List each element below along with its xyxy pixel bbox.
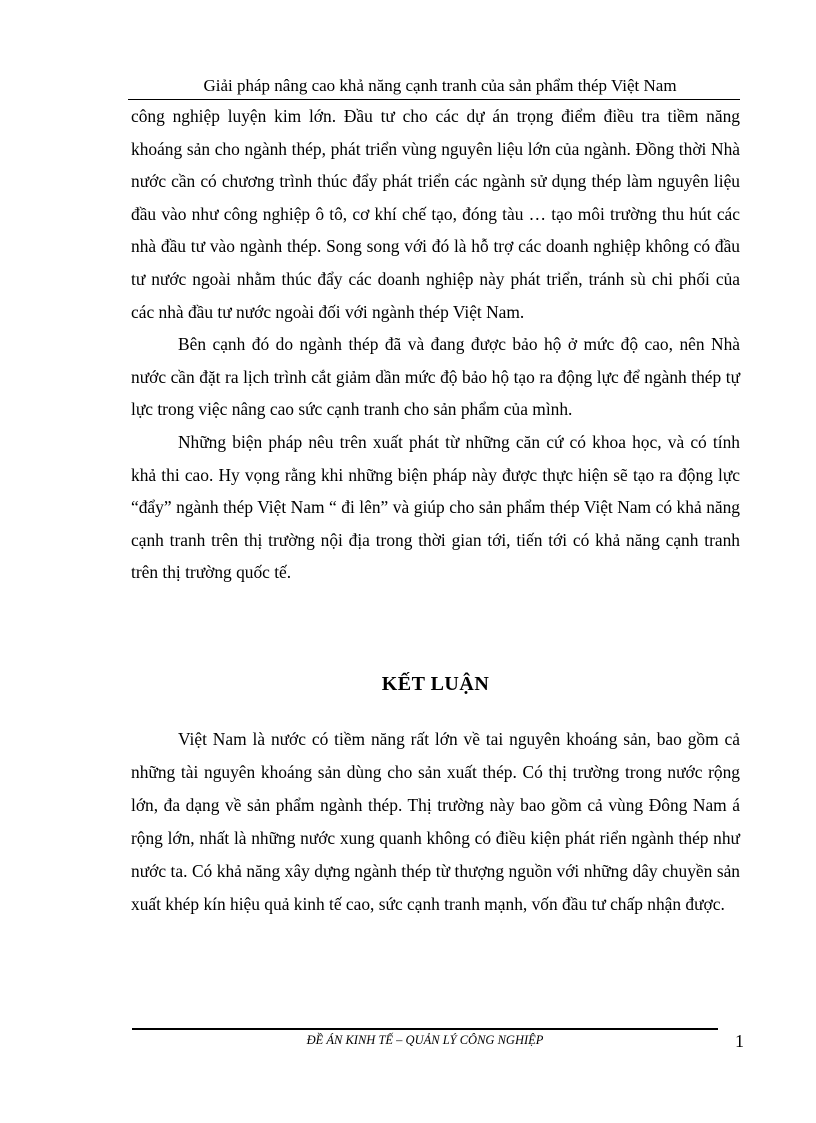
conclusion-body: [131, 723, 740, 921]
footer-rule: [132, 1028, 718, 1030]
page-number: 1: [735, 1031, 744, 1051]
paragraph-measures: Những biện pháp nêu trên xuất phát từ những căn cứ có khoa học, và có tính khả thi cao. Hy vọng rằng khi những biện pháp này được thực hiện sẽ tạo ra động lực “đẩy” ngành thép Việt Nam “ đi lên” và giúp cho sản phẩm thép Việt Nam có khả năng cạnh tranh trên thị trường nội địa trong thời gian tới, tiến tới có khả năng cạnh tranh trên thị trường quốc tế.: [131, 431, 740, 583]
paragraph-continuation: công nghiệp luyện kim lớn. Đầu tư cho các dự án trọng điểm điều tra tiềm năng khoáng sản cho ngành thép, phát triển vùng nguyên liệu lớn của ngành. Đồng thời Nhà nước cần có chương trình thúc đẩy phát triển các ngành sử dụng thép làm nguyên liệu đầu vào như công nghiệp ô tô, cơ khí chế tạo, đóng tàu … tạo môi trường thu hút các nhà đầu tư vào ngành thép. Song song với đó là hỗ trợ các doanh nghiệp không có đầu tư nước ngoài nhằm thúc đẩy các doanh nghiệp này phát triển, tránh sù chi phối của các nhà đầu tư nước ngoài đối với ngành thép Việt Nam.: [131, 106, 740, 322]
conclusion-heading: KẾT LUẬN: [381, 673, 490, 695]
paragraph-conclusion: Việt Nam là nước có tiềm năng rất lớn về tai nguyên khoáng sản, bao gồm cả những tài nguyên khoáng sản dùng cho sản xuất thép. Có thị trường trong nước rộng lớn, đa dạng về sản phẩm ngành thép. Thị trường này bao gồm cả vùng Đông Nam á rộng lớn, nhất là những nước xung quanh không có điều kiện phát riển ngành thép như nước ta. Có khả năng xây dựng ngành thép từ thượng nguồn với những dây chuyền sản xuất khép kín hiệu quả kinh tế cao, sức cạnh tranh mạnh, vốn đầu tư chấp nhận được.: [131, 729, 740, 914]
body-text: [131, 100, 740, 589]
paragraph-protection: Bên cạnh đó do ngành thép đã và đang được bảo hộ ở mức độ cao, nên Nhà nước cần đặt ra lịch trình cắt giảm dần mức độ bảo hộ tạo ra động lực để ngành thép tự lực trong việc nâng cao sức cạnh tranh cho sản phẩm của mình.: [131, 334, 740, 420]
footer-text: ĐỀ ÁN KINH TẾ – QUẢN LÝ CÔNG NGHIỆP: [306, 1033, 544, 1047]
running-header: Giải pháp nâng cao khả năng cạnh tranh của sản phẩm thép Việt Nam: [203, 76, 677, 95]
